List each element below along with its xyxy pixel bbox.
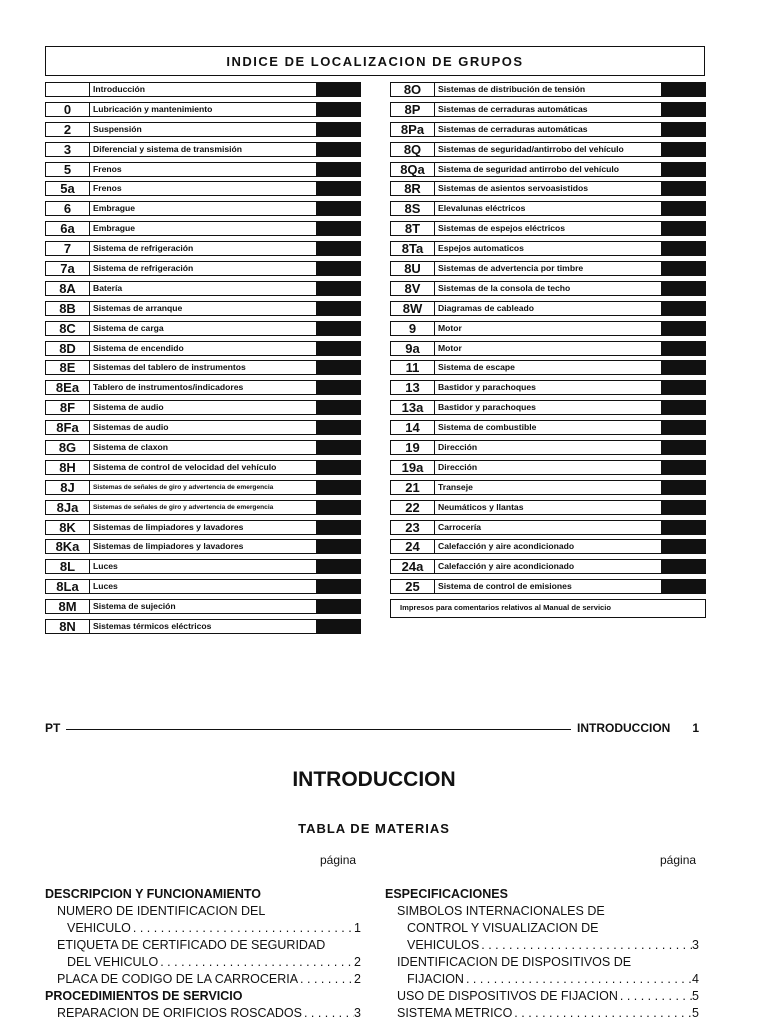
thumb-tab-marker (661, 143, 705, 156)
page-column-label-left: página (320, 853, 357, 867)
toc-leader-dots (512, 1005, 692, 1022)
group-row (390, 500, 706, 515)
group-label: Diagramas de cableado (438, 302, 535, 313)
toc-page-number: 3 (692, 938, 699, 952)
thumb-tab-marker (661, 540, 705, 553)
thumb-tab-marker (316, 381, 360, 394)
group-code: 8La (46, 580, 90, 593)
thumb-tab-marker (661, 501, 705, 514)
group-code: 8U (391, 262, 435, 275)
thumb-tab-marker (661, 461, 705, 474)
toc-entry (385, 971, 699, 988)
group-row (45, 181, 361, 196)
group-label: Sistema de control de velocidad del vehículo (93, 461, 277, 472)
group-code: 23 (391, 521, 435, 534)
group-code: 8J (46, 481, 90, 494)
comments-form-label: Impresos para comentarios relativos al Manual de servicio (400, 603, 612, 613)
thumb-tab-marker (661, 282, 705, 295)
thumb-tab-marker (316, 103, 360, 116)
group-label: Sistema de audio (93, 402, 164, 413)
group-row (390, 520, 706, 535)
group-code: 2 (46, 123, 90, 136)
group-label: Sistemas de advertencia por timbre (438, 263, 584, 274)
group-label: Sistema de seguridad antirrobo del vehículo (438, 163, 619, 174)
group-row (390, 181, 706, 196)
group-code: 8Ja (46, 501, 90, 514)
group-label: Sistemas de cerraduras automáticas (438, 103, 588, 114)
group-label: Diferencial y sistema de transmisión (93, 143, 243, 154)
toc-entry (45, 1005, 361, 1022)
thumb-tab-marker (661, 242, 705, 255)
group-code: 8S (391, 202, 435, 215)
thumb-tab-marker (661, 342, 705, 355)
toc-entry-text: ESPECIFICACIONES (385, 887, 508, 901)
toc-page-number: 4 (692, 972, 699, 986)
group-label: Sistema de claxon (93, 442, 168, 453)
toc-entry-text: DESCRIPCION Y FUNCIONAMIENTO (45, 887, 261, 901)
thumb-tab-marker (316, 83, 360, 96)
toc-page-number: 2 (354, 955, 361, 969)
thumb-tab-marker (316, 441, 360, 454)
thumb-tab-marker (661, 421, 705, 434)
group-label: Dirección (438, 461, 478, 472)
toc-entry (45, 903, 361, 920)
thumb-tab-marker (661, 322, 705, 335)
toc-page-number: 2 (354, 972, 361, 986)
group-code: 8M (46, 600, 90, 613)
group-row (390, 201, 706, 216)
group-row (45, 341, 361, 356)
group-code: 8Fa (46, 421, 90, 434)
toc-entry (385, 937, 699, 954)
toc-leader-dots (158, 954, 354, 971)
group-row (45, 480, 361, 495)
thumb-tab-marker (661, 103, 705, 116)
group-index-right-column (390, 82, 706, 623)
group-row (45, 281, 361, 296)
toc-page-number: 5 (692, 1006, 699, 1020)
group-label: Sistemas de señales de giro y advertencia de emergencia (93, 483, 274, 491)
thumb-tab-marker (316, 600, 360, 613)
toc-entry-text: FIJACION (407, 972, 464, 986)
toc-leader-dots (618, 988, 692, 1005)
group-row (45, 102, 361, 117)
toc-leader-dots (302, 1005, 354, 1022)
thumb-tab-marker (661, 302, 705, 315)
thumb-tab-marker (661, 381, 705, 394)
toc-entry-text: PLACA DE CODIGO DE LA CARROCERIA (57, 972, 299, 986)
toc-entry (385, 920, 699, 937)
toc-entry-text: VEHICULOS (407, 938, 480, 952)
toc-right-column (385, 886, 699, 1022)
index-title: INDICE DE LOCALIZACION DE GRUPOS (45, 46, 705, 76)
group-label: Batería (93, 282, 123, 293)
thumb-tab-marker (316, 580, 360, 593)
group-label: Transeje (438, 481, 473, 492)
thumb-tab-marker (316, 222, 360, 235)
group-label: Sistemas de espejos eléctricos (438, 223, 566, 234)
thumb-tab-marker (661, 401, 705, 414)
group-code: 11 (391, 361, 435, 374)
group-row (390, 281, 706, 296)
toc-entry-text: ETIQUETA DE CERTIFICADO DE SEGURIDAD (57, 938, 326, 952)
thumb-tab-marker (661, 481, 705, 494)
toc-page-number: 5 (692, 989, 699, 1003)
group-label: Sistemas de limpiadores y lavadores (93, 541, 244, 552)
group-label: Sistemas de señales de giro y advertencia de emergencia (93, 503, 274, 511)
group-code: 14 (391, 421, 435, 434)
comments-form-row (390, 599, 706, 618)
thumb-tab-marker (661, 202, 705, 215)
group-code: 8D (46, 342, 90, 355)
toc-entry-text: REPARACION DE ORIFICIOS ROSCADOS (57, 1006, 302, 1020)
group-row (390, 301, 706, 316)
toc-title: TABLA DE MATERIAS (298, 821, 450, 836)
group-code: 8H (46, 461, 90, 474)
thumb-tab-marker (316, 481, 360, 494)
group-code: 8Ea (46, 381, 90, 394)
group-code: 8A (46, 282, 90, 295)
header-section: INTRODUCCION (576, 721, 671, 735)
group-label: Tablero de instrumentos/indicadores (93, 382, 244, 393)
group-code: 8L (46, 560, 90, 573)
group-label: Sistemas de asientos servoasistidos (438, 183, 588, 194)
group-code: 8Qa (391, 163, 435, 176)
group-row (390, 559, 706, 574)
group-code: 8Pa (391, 123, 435, 136)
group-code: 5a (46, 182, 90, 195)
thumb-tab-marker (661, 222, 705, 235)
group-code (46, 83, 90, 96)
group-code: 22 (391, 501, 435, 514)
group-label: Bastidor y parachoques (438, 402, 536, 413)
thumb-tab-marker (316, 401, 360, 414)
group-label: Introducción (93, 84, 146, 94)
toc-entry (45, 971, 361, 988)
group-row (45, 559, 361, 574)
group-row (45, 420, 361, 435)
group-label: Sistemas de distribución de tensión (438, 84, 586, 94)
group-row (45, 221, 361, 236)
group-row (390, 579, 706, 594)
group-row (390, 221, 706, 236)
toc-entry-text: USO DE DISPOSITIVOS DE FIJACION (397, 989, 618, 1003)
toc-page-number: 3 (354, 1006, 361, 1020)
group-row (45, 261, 361, 276)
group-code: 7a (46, 262, 90, 275)
thumb-tab-marker (316, 242, 360, 255)
toc-leader-dots (298, 971, 354, 988)
group-label: Sistemas de seguridad/antirrobo del vehículo (438, 143, 624, 154)
toc-entry-text: SISTEMA METRICO (397, 1006, 513, 1020)
group-label: Luces (93, 561, 118, 572)
toc-section-heading (45, 886, 361, 903)
toc-entry (45, 920, 361, 937)
toc-entry (385, 1005, 699, 1022)
toc-entry (45, 954, 361, 971)
group-label: Sistema de carga (93, 322, 164, 333)
toc-entry-text: CONTROL Y VISUALIZACION DE (407, 921, 599, 935)
thumb-tab-marker (661, 182, 705, 195)
group-row (45, 520, 361, 535)
group-label: Embrague (93, 223, 136, 234)
toc-entry-text: NUMERO DE IDENTIFICACION DEL (57, 904, 266, 918)
group-code: 25 (391, 580, 435, 593)
page-title: INTRODUCCION (292, 768, 456, 791)
group-label: Sistema de combustible (438, 422, 537, 433)
group-code: 8G (46, 441, 90, 454)
group-code: 3 (46, 143, 90, 156)
thumb-tab-marker (316, 421, 360, 434)
group-label: Sistema de sujeción (93, 601, 176, 612)
group-row (45, 539, 361, 554)
thumb-tab-marker (661, 123, 705, 136)
group-row (390, 241, 706, 256)
group-code: 8C (46, 322, 90, 335)
toc-left-column (45, 886, 361, 1022)
thumb-tab-marker (661, 361, 705, 374)
thumb-tab-marker (661, 441, 705, 454)
group-row (390, 440, 706, 455)
thumb-tab-marker (661, 580, 705, 593)
toc-entry-text: SIMBOLOS INTERNACIONALES DE (397, 904, 605, 918)
group-label: Suspensión (93, 123, 142, 134)
group-row (390, 420, 706, 435)
group-row (45, 241, 361, 256)
group-label: Espejos automaticos (438, 243, 524, 254)
group-row (45, 500, 361, 515)
group-label: Bastidor y parachoques (438, 382, 536, 393)
thumb-tab-marker (316, 143, 360, 156)
group-code: 8K (46, 521, 90, 534)
group-row (45, 122, 361, 137)
thumb-tab-marker (316, 620, 360, 633)
group-row (45, 201, 361, 216)
thumb-tab-marker (316, 322, 360, 335)
group-row (390, 321, 706, 336)
group-label: Calefacción y aire acondicionado (438, 561, 575, 572)
group-code: 13a (391, 401, 435, 414)
group-row (390, 122, 706, 137)
group-row (390, 142, 706, 157)
group-code: 19 (391, 441, 435, 454)
group-code: 8E (46, 361, 90, 374)
group-row (390, 480, 706, 495)
group-code: 8Q (391, 143, 435, 156)
group-label: Frenos (93, 163, 122, 174)
group-code: 8P (391, 103, 435, 116)
thumb-tab-marker (661, 560, 705, 573)
toc-section-heading (45, 988, 361, 1005)
group-row (45, 142, 361, 157)
group-code: 9a (391, 342, 435, 355)
group-label: Sistema de refrigeración (93, 263, 194, 274)
group-label: Sistema de control de emisiones (438, 581, 572, 592)
toc-entry (385, 988, 699, 1005)
group-code: 8Ka (46, 540, 90, 553)
thumb-tab-marker (316, 361, 360, 374)
group-label: Sistemas de audio (93, 422, 169, 433)
toc-entry-text: PROCEDIMIENTOS DE SERVICIO (45, 989, 243, 1003)
toc-entry (385, 954, 699, 971)
toc-entry-text: VEHICULO (67, 921, 131, 935)
thumb-tab-marker (316, 302, 360, 315)
thumb-tab-marker (316, 182, 360, 195)
thumb-tab-marker (316, 202, 360, 215)
group-index-left-column (45, 82, 361, 639)
thumb-tab-marker (316, 163, 360, 176)
group-label: Sistema de escape (438, 362, 515, 373)
group-label: Sistemas térmicos eléctricos (93, 621, 212, 632)
group-row (390, 380, 706, 395)
group-code: 6 (46, 202, 90, 215)
header-left-code: PT (45, 721, 61, 735)
toc-leader-dots (479, 937, 692, 954)
group-label: Neumáticos y llantas (438, 501, 524, 512)
group-row (390, 102, 706, 117)
toc-leader-dots (464, 971, 692, 988)
group-label: Sistema de encendido (93, 342, 184, 353)
group-code: 8Ta (391, 242, 435, 255)
group-code: 24a (391, 560, 435, 573)
group-code: 8B (46, 302, 90, 315)
group-row (45, 162, 361, 177)
thumb-tab-marker (316, 282, 360, 295)
group-row (390, 341, 706, 356)
group-label: Sistemas de la consola de techo (438, 282, 571, 293)
group-row (390, 261, 706, 276)
group-row (390, 82, 706, 97)
toc-entry (385, 903, 699, 920)
group-code: 7 (46, 242, 90, 255)
thumb-tab-marker (661, 83, 705, 96)
group-row (45, 460, 361, 475)
toc-leader-dots (131, 920, 354, 937)
group-label: Lubricación y mantenimiento (93, 103, 213, 114)
group-row (45, 360, 361, 375)
group-row (45, 619, 361, 634)
thumb-tab-marker (316, 560, 360, 573)
group-row (45, 82, 361, 97)
group-code: 8T (391, 222, 435, 235)
group-label: Elevalunas eléctricos (438, 203, 526, 214)
group-code: 24 (391, 540, 435, 553)
group-code: 19a (391, 461, 435, 474)
page-header (45, 720, 699, 736)
group-code: 8F (46, 401, 90, 414)
thumb-tab-marker (661, 262, 705, 275)
group-code: 6a (46, 222, 90, 235)
group-label: Luces (93, 581, 118, 592)
thumb-tab-marker (316, 123, 360, 136)
group-label: Frenos (93, 183, 122, 194)
group-row (45, 579, 361, 594)
toc-entry-text: DEL VEHICULO (67, 955, 159, 969)
group-label: Sistemas de arranque (93, 302, 183, 313)
group-row (390, 460, 706, 475)
header-page-number: 1 (692, 721, 699, 735)
group-label: Embrague (93, 203, 136, 214)
thumb-tab-marker (316, 262, 360, 275)
group-label: Sistemas de cerraduras automáticas (438, 123, 588, 134)
toc-section-heading (385, 886, 699, 903)
group-row (45, 599, 361, 614)
group-label: Calefacción y aire acondicionado (438, 541, 575, 552)
group-label: Sistemas del tablero de instrumentos (93, 362, 246, 373)
toc-entry (45, 937, 361, 954)
group-code: 8O (391, 83, 435, 96)
group-row (390, 360, 706, 375)
thumb-tab-marker (661, 521, 705, 534)
thumb-tab-marker (316, 540, 360, 553)
group-row (45, 380, 361, 395)
group-label: Sistemas de limpiadores y lavadores (93, 521, 244, 532)
group-row (390, 539, 706, 554)
group-code: 8R (391, 182, 435, 195)
page-column-label-right: página (660, 853, 697, 867)
group-code: 8V (391, 282, 435, 295)
group-code: 21 (391, 481, 435, 494)
group-label: Sistema de refrigeración (93, 243, 194, 254)
group-label: Motor (438, 322, 462, 333)
group-label: Motor (438, 342, 462, 353)
thumb-tab-marker (316, 342, 360, 355)
group-code: 5 (46, 163, 90, 176)
toc-page-number: 1 (354, 921, 361, 935)
group-code: 8W (391, 302, 435, 315)
group-row (390, 162, 706, 177)
group-code: 8N (46, 620, 90, 633)
group-row (390, 400, 706, 415)
group-row (45, 301, 361, 316)
group-code: 9 (391, 322, 435, 335)
thumb-tab-marker (316, 501, 360, 514)
toc-entry-text: IDENTIFICACION DE DISPOSITIVOS DE (397, 955, 632, 969)
group-row (45, 440, 361, 455)
thumb-tab-marker (316, 461, 360, 474)
group-row (45, 400, 361, 415)
group-label: Dirección (438, 442, 478, 453)
group-row (45, 321, 361, 336)
group-code: 0 (46, 103, 90, 116)
group-label: Carrocería (438, 521, 481, 532)
header-rule-line (66, 729, 571, 730)
thumb-tab-marker (316, 521, 360, 534)
thumb-tab-marker (661, 163, 705, 176)
group-code: 13 (391, 381, 435, 394)
